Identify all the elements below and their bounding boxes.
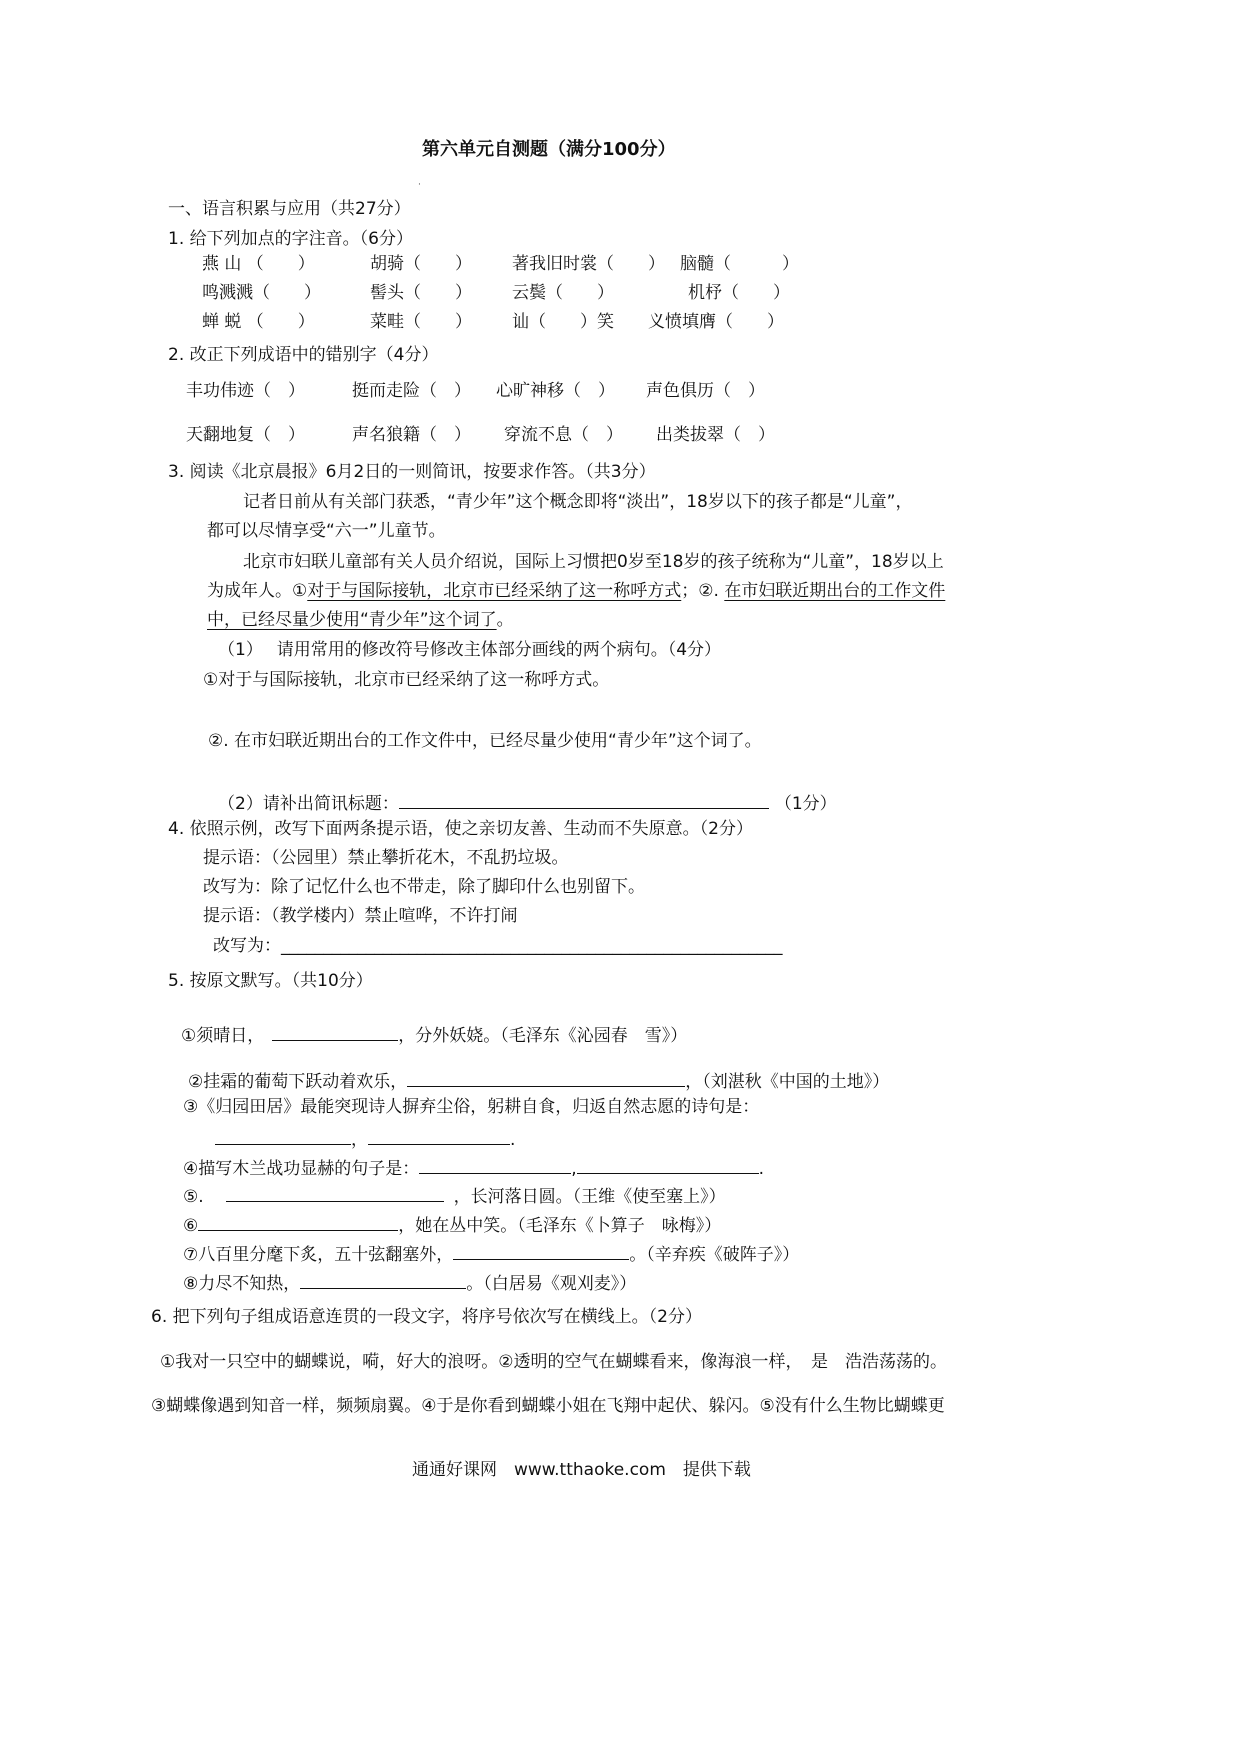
recite-item: ⑤. ，长河落日圆。（王维《使至塞上》） (183, 1183, 726, 1207)
page-title: 第六单元自测题（满分100分） (422, 139, 676, 160)
paragraph-line: ③蝴蝶像遇到知音一样，频频扇翼。④于是你看到蝴蝶小姐在飞翔中起伏、躲闪。⑤没有什么生物比蝴蝶更 (151, 1396, 945, 1416)
question-6-heading: 6. 把下列句子组成语意连贯的一段文字，将序号依次写在横线上。（2分） (151, 1307, 702, 1327)
q2-item: 声名狼籍（ ） (352, 425, 471, 445)
q2-item: 穿流不息（ ） (504, 425, 623, 445)
question-1-heading: 1. 给下列加点的字注音。（6分） (168, 229, 413, 249)
question-5-heading: 5. 按原文默写。（共10分） (168, 971, 373, 991)
sentence: ②. 在市妇联近期出台的工作文件中，已经尽量少使用“青少年”这个词了。 (208, 731, 762, 751)
answer-blank[interactable] (577, 1155, 759, 1174)
q1-item: 蝉 蜕 （ ） (202, 312, 315, 332)
q1-item: 胡骑（ ） (370, 254, 472, 274)
q2-item: 丰功伟迹（ ） (186, 381, 305, 401)
q1-item: 鸣溅溅（ ） (202, 283, 321, 303)
underlined-sentence: 对于与国际接轨，北京市已经采纳了这一称呼方式 (307, 581, 682, 601)
answer-blank[interactable] (453, 1241, 629, 1260)
q1-item: 髻头（ ） (370, 283, 472, 303)
page-footer: 通通好课网 www.tthaoke.com 提供下载 (412, 1460, 751, 1480)
section-heading: 一、语言积累与应用（共27分） (168, 199, 411, 219)
answer-blank[interactable] (226, 1183, 444, 1202)
q2-item: 声色俱历（ ） (646, 381, 765, 401)
recite-item: ①须晴日， ，分外妖娆。（毛泽东《沁园春 雪》） (181, 1022, 687, 1046)
question-3-heading: 3. 阅读《北京晨报》6月2日的一则简讯，按要求作答。（共3分） (168, 462, 656, 482)
paragraph-line: 记者日前从有关部门获悉，“青少年”这个概念即将“淡出”，18岁以下的孩子都是“儿童”， (243, 492, 913, 512)
answer-blank[interactable] (215, 1126, 351, 1145)
answer-blank[interactable] (407, 1068, 685, 1087)
q1-item: 机杼（ ） (688, 283, 790, 303)
recite-item: ⑦八百里分麾下炙，五十弦翻塞外， 。（辛弃疾《破阵子》） (183, 1241, 799, 1265)
question-2-heading: 2. 改正下列成语中的错别字（4分） (168, 345, 439, 365)
answer-blank[interactable] (198, 1212, 398, 1231)
q1-item: 义愤填膺（ ） (648, 312, 784, 332)
underlined-sentence: 在市妇联近期出台的工作文件 (724, 581, 946, 601)
q1-item: 云鬓（ ） (512, 283, 614, 303)
q2-item: 出类拔翠（ ） (656, 425, 775, 445)
answer-blank[interactable] (419, 1155, 571, 1174)
q2-item: 天翻地复（ ） (186, 425, 305, 445)
paragraph-line: ①我对一只空中的蝴蝶说，嗬，好大的浪呀。②透明的空气在蝴蝶看来，像海浪一样， 是 浩浩荡荡的。 (160, 1352, 947, 1372)
example-line: 提示语：（公园里）禁止攀折花木，不乱扔垃圾。 (203, 848, 569, 868)
recite-blanks: ， . (215, 1126, 515, 1150)
paragraph-line: 为成年人。①对于与国际接轨，北京市已经采纳了这一称呼方式；②. 在市妇联近期出台的工作文件 (207, 581, 946, 601)
example-line: 提示语：（教学楼内）禁止喧哗，不许打闹 (203, 906, 518, 926)
sub-question: （2）请补出简讯标题： （1分） (218, 790, 837, 814)
recite-item: ⑥ ，她在丛中笑。（毛泽东《卜算子 咏梅》） (183, 1212, 721, 1236)
answer-blank[interactable] (399, 790, 769, 809)
q1-item: 讪（ ）笑 (512, 312, 614, 332)
recite-item: ④描写木兰战功显赫的句子是： , . (183, 1155, 764, 1179)
paragraph-line: 北京市妇联儿童部有关人员介绍说，国际上习惯把0岁至18岁的孩子统称为“儿童”，18岁以上 (243, 552, 944, 572)
answer-blank[interactable] (272, 1022, 398, 1041)
underlined-sentence: 中，已经尽量少使用“青少年”这个词了 (207, 610, 497, 630)
recite-item: ②挂霜的葡萄下跃动着欢乐， ，（刘湛秋《中国的土地》） (188, 1068, 889, 1092)
stray-mark: · (418, 180, 421, 190)
answer-blank[interactable] (300, 1270, 466, 1289)
q1-item: 著我旧时裳（ ） (512, 254, 665, 274)
q2-item: 挺而走险（ ） (352, 381, 471, 401)
sub-question: （1） 请用常用的修改符号修改主体部分画线的两个病句。（4分） (218, 640, 722, 660)
rewrite-line[interactable]: 改写为：___________________________________________________________ (213, 936, 783, 956)
sentence: ①对于与国际接轨，北京市已经采纳了这一称呼方式。 (203, 670, 610, 690)
q1-item: 燕 山 （ ） (202, 254, 315, 274)
paragraph-line: 中，已经尽量少使用“青少年”这个词了。 (207, 610, 514, 630)
q1-item: 菜畦（ ） (370, 312, 472, 332)
paragraph-line: 都可以尽情享受“六一”儿童节。 (207, 521, 446, 541)
recite-item: ③《归园田居》最能突现诗人摒弃尘俗，躬耕自食，归返自然志愿的诗句是： (183, 1097, 760, 1117)
recite-item: ⑧力尽不知热， 。（白居易《观刈麦》） (183, 1270, 636, 1294)
q2-item: 心旷神移（ ） (496, 381, 615, 401)
q1-item: 脑髓（ ） (680, 254, 799, 274)
question-4-heading: 4. 依照示例，改写下面两条提示语，使之亲切友善、生动而不失原意。（2分） (168, 819, 753, 839)
example-line: 改写为：除了记忆什么也不带走，除了脚印什么也别留下。 (203, 877, 645, 897)
answer-blank[interactable] (368, 1126, 510, 1145)
